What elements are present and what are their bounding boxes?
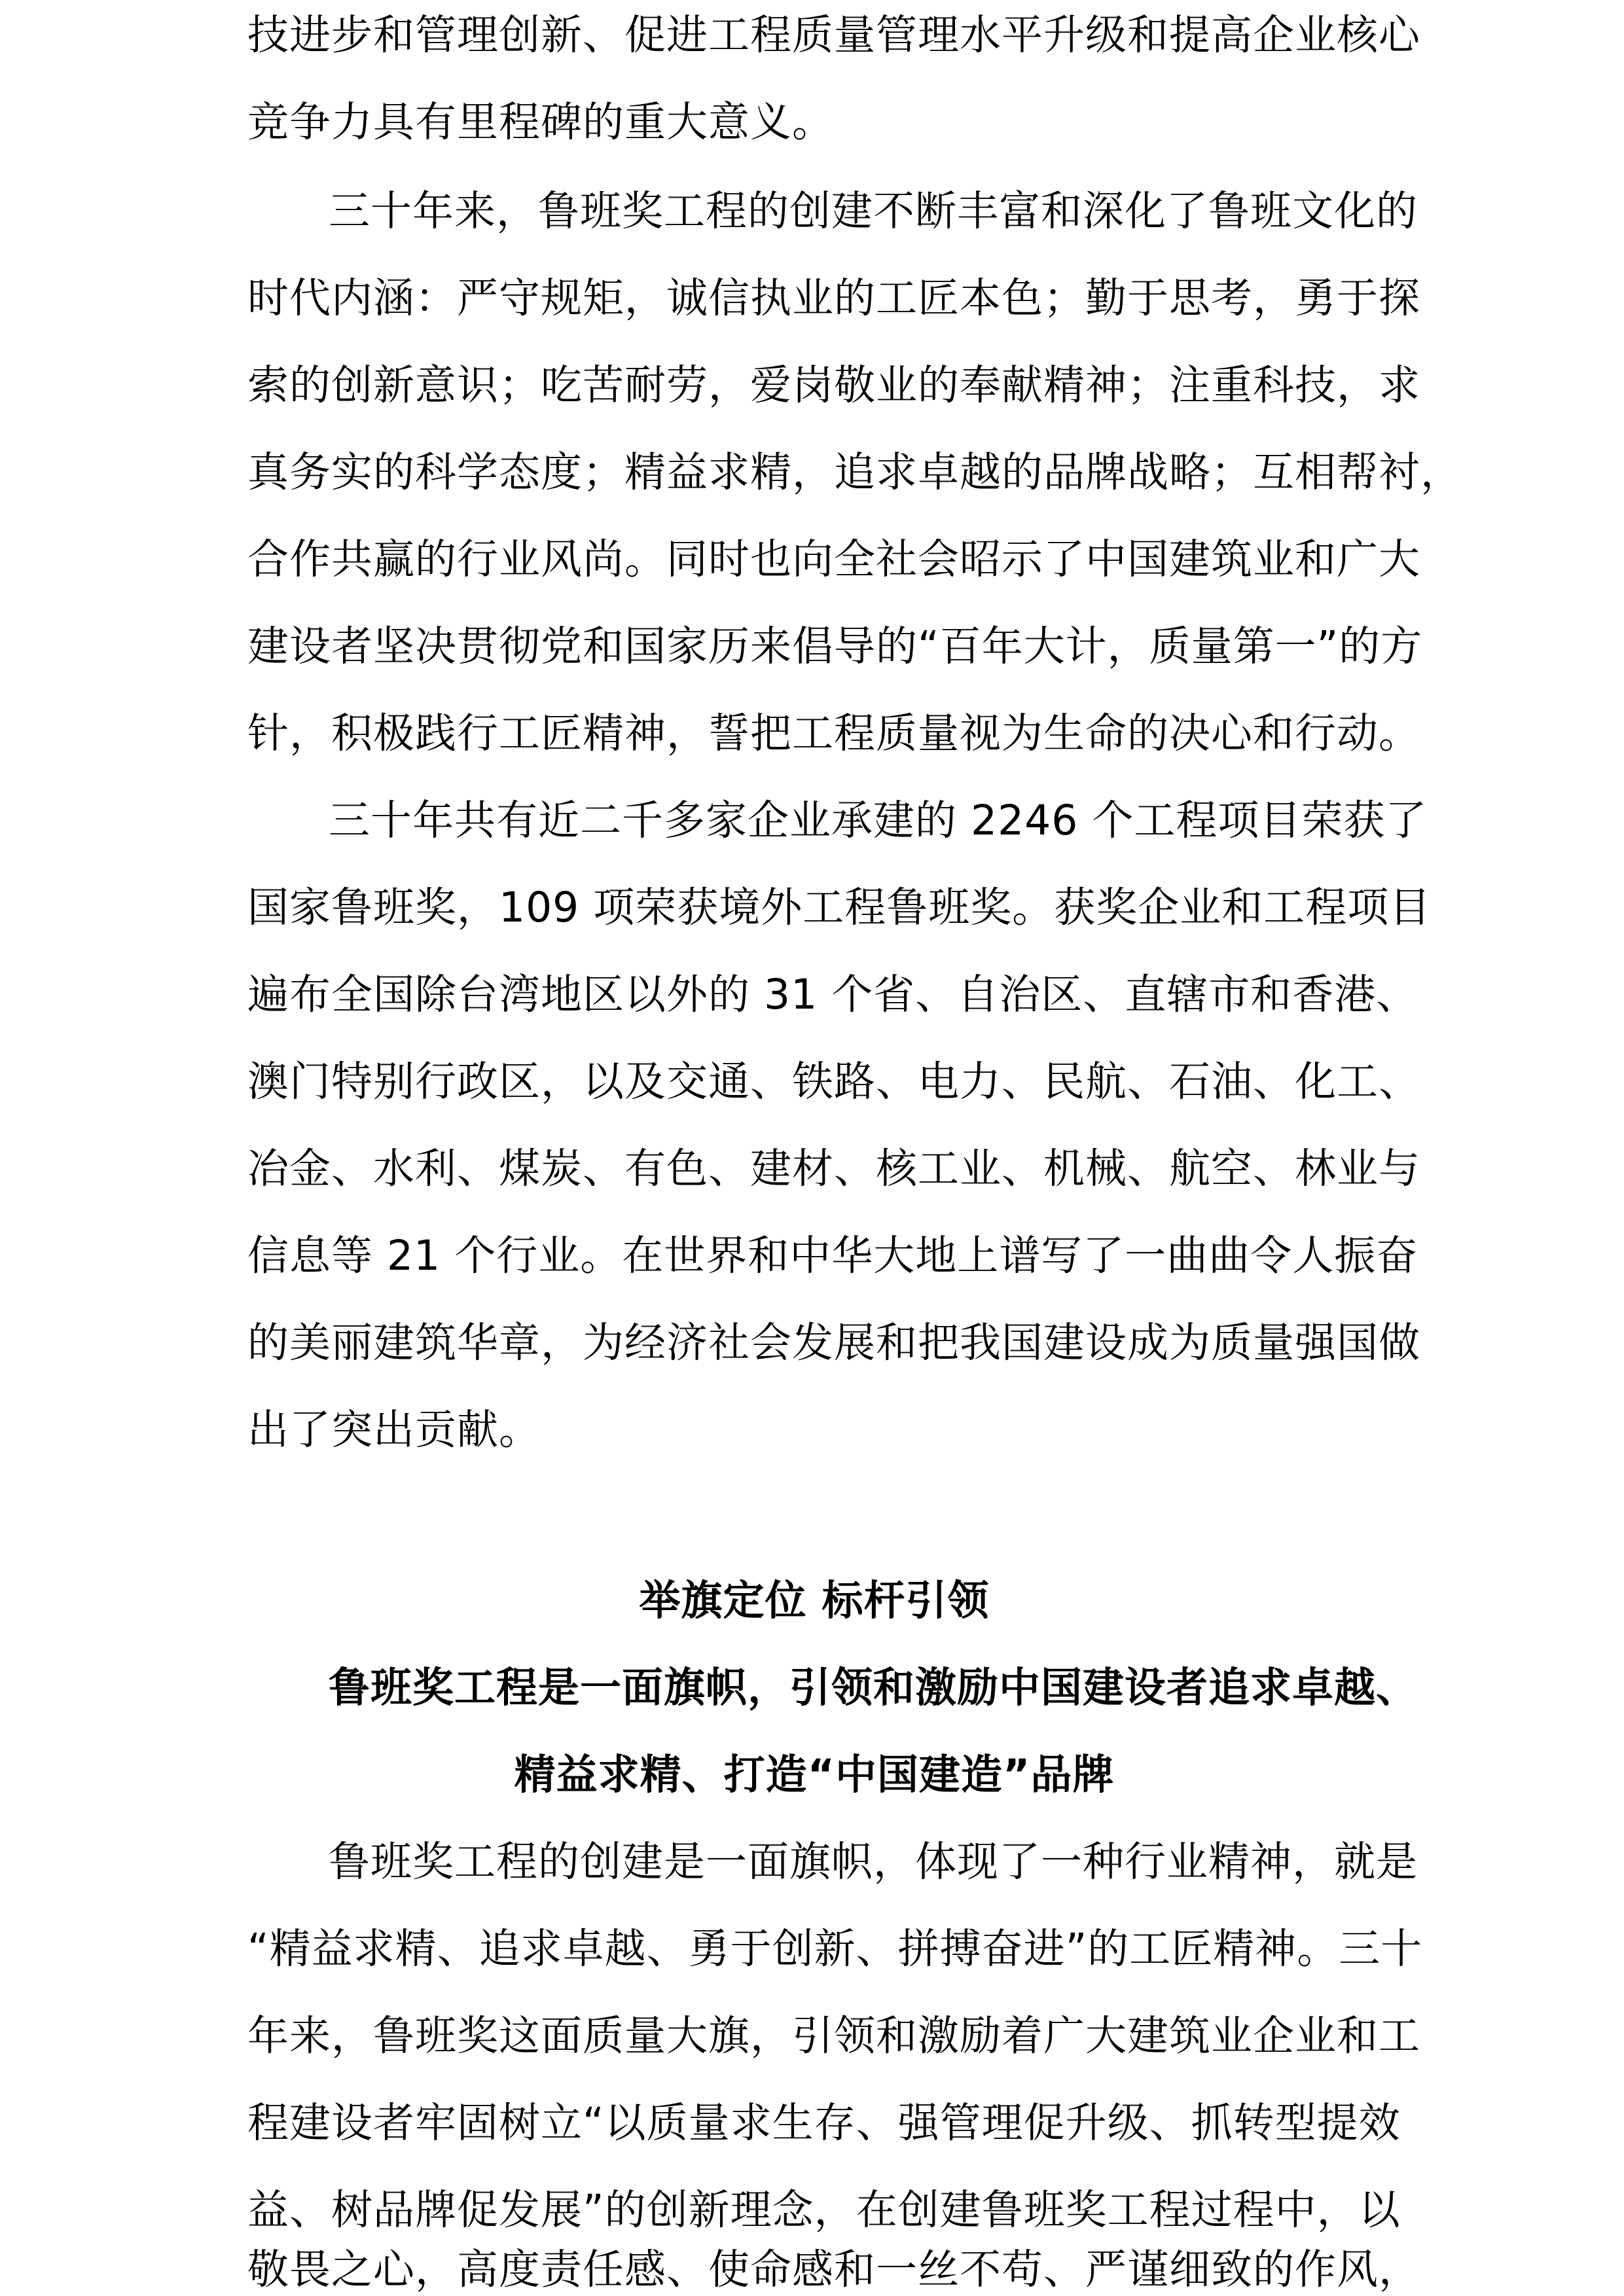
paragraph-2-line-7: 针，积极践行工匠精神，誓把工程质量视为生命的决心和行动。: [247, 709, 1420, 757]
paragraph-1-line-2: 竞争力具有里程碑的重大意义。: [247, 98, 834, 146]
paragraph-3-line-5: 冶金、水利、煤炭、有色、建材、核工业、机械、航空、林业与: [247, 1145, 1420, 1193]
section-title: 举旗定位 标杆引领: [639, 1577, 990, 1624]
paragraph-2-line-3: 索的创新意识；吃苦耐劳，爱岗敬业的奉献精神；注重科技，求: [247, 361, 1420, 409]
paragraph-4-line-2: “精益求精、追求卓越、勇于创新、拼搏奋进”的工匠精神。三十: [247, 1925, 1423, 1973]
paragraph-4-line-3: 年来，鲁班奖这面质量大旗，引领和激励着广大建筑业企业和工: [247, 2012, 1420, 2060]
paragraph-3-line-8: 出了突出贡献。: [247, 1406, 541, 1454]
paragraph-2-line-6: 建设者坚决贯彻党和国家历来倡导的“百年大计，质量第一”的方: [247, 622, 1423, 670]
paragraph-2-line-4: 真务实的科学态度；精益求精，追求卓越的品牌战略；互相帮衬，: [247, 448, 1462, 496]
paragraph-4-line-6: 敬畏之心，高度责任感、使命感和一丝不苟、严谨细致的作风，: [247, 2246, 1420, 2293]
paragraph-3-line-7: 的美丽建筑华章，为经济社会发展和把我国建设成为质量强国做: [247, 1319, 1420, 1367]
paragraph-1-line-1: 技进步和管理创新、促进工程质量管理水平升级和提高企业核心: [247, 11, 1420, 59]
paragraph-4-line-4: 程建设者牢固树立“以质量求生存、强管理促升级、抓转型提效: [247, 2099, 1401, 2147]
paragraph-2-line-5: 合作共赢的行业风尚。同时也向全社会昭示了中国建筑业和广大: [247, 535, 1420, 583]
paragraph-2-line-1: 三十年来，鲁班奖工程的创建不断丰富和深化了鲁班文化的: [329, 187, 1418, 235]
paragraph-2-line-2: 时代内涵：严守规矩，诚信执业的工匠本色；勤于思考，勇于探: [247, 274, 1420, 322]
section-subtitle-line-1: 鲁班奖工程是一面旗帜，引领和激励中国建设者追求卓越、: [329, 1664, 1418, 1712]
paragraph-3-line-6: 信息等 21 个行业。在世界和中华大地上谱写了一曲曲令人振奋: [247, 1232, 1418, 1280]
paragraph-3-line-4: 澳门特别行政区，以及交通、铁路、电力、民航、石油、化工、: [247, 1058, 1420, 1105]
paragraph-4-line-5: 益、树品牌促发展”的创新理念，在创建鲁班奖工程过程中，以: [247, 2186, 1401, 2234]
paragraph-3-line-3: 遍布全国除台湾地区以外的 31 个省、自治区、直辖市和香港、: [247, 971, 1418, 1018]
paragraph-3-line-2: 国家鲁班奖，109 项荣获境外工程鲁班奖。获奖企业和工程项目: [247, 884, 1432, 931]
paragraph-3-line-1: 三十年共有近二千多家企业承建的 2246 个工程项目荣获了: [329, 797, 1428, 844]
paragraph-4-line-1: 鲁班奖工程的创建是一面旗帜，体现了一种行业精神，就是: [329, 1838, 1418, 1886]
section-subtitle-line-2: 精益求精、打造“中国建造”品牌: [514, 1751, 1115, 1799]
